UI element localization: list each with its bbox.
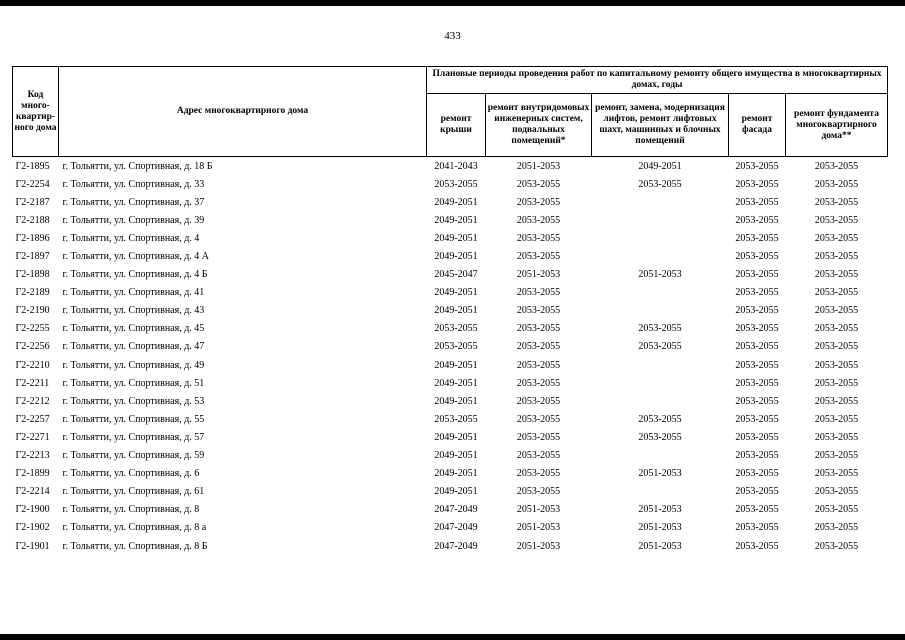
elevators-period-cell: 2051-2053 <box>638 540 682 552</box>
foundation-period-cell: 2053-2055 <box>814 522 859 534</box>
elevators-period-cell: 2051-2053 <box>638 522 682 534</box>
elevators-period-cell <box>592 374 729 392</box>
table-row <box>13 229 888 247</box>
facade-period-cell: 2053-2055 <box>735 214 779 226</box>
engineering-period-cell: 2053-2055 <box>516 486 561 498</box>
facade-period-cell: 2053-2055 <box>735 341 779 353</box>
table-row <box>13 537 888 555</box>
table-row <box>13 302 888 320</box>
roof-period-cell: 2049-2051 <box>434 214 478 226</box>
address-cell: г. Тольятти, ул. Спортивная, д. 8 Б <box>62 540 208 552</box>
code-cell: Г2-2214 <box>15 486 50 498</box>
elevators-period-cell <box>592 193 729 211</box>
foundation-period-cell: 2053-2055 <box>814 377 859 389</box>
table-row <box>13 211 888 229</box>
engineering-period-cell: 2053-2055 <box>516 413 561 425</box>
foundation-period-cell: 2053-2055 <box>814 196 859 208</box>
page-number: 433 <box>444 30 461 42</box>
facade-period-cell: 2053-2055 <box>735 232 779 244</box>
foundation-period-cell: 2053-2055 <box>814 269 859 281</box>
foundation-period-cell: 2053-2055 <box>814 251 859 263</box>
roof-period-cell: 2049-2051 <box>434 251 478 263</box>
table-row <box>13 356 888 374</box>
elevators-period-cell: 2049-2051 <box>638 160 682 172</box>
facade-period-cell: 2053-2055 <box>735 196 779 208</box>
foundation-period-cell: 2053-2055 <box>814 160 859 172</box>
roof-period-cell: 2049-2051 <box>434 359 478 371</box>
roof-period-cell: 2049-2051 <box>434 377 478 389</box>
address-cell: г. Тольятти, ул. Спортивная, д. 39 <box>62 214 205 226</box>
elevators-period-cell: 2053-2055 <box>638 413 682 425</box>
address-cell: г. Тольятти, ул. Спортивная, д. 37 <box>62 196 205 208</box>
header-elevators: ремонт, замена, модернизация лифтов, ремонт лифтовых шахт, машинных и блочных помещений <box>592 94 729 157</box>
elevators-period-cell <box>592 229 729 247</box>
address-cell: г. Тольятти, ул. Спортивная, д. 4 А <box>62 251 210 263</box>
roof-period-cell: 2047-2049 <box>434 504 478 516</box>
facade-period-cell: 2053-2055 <box>735 269 779 281</box>
elevators-period-cell: 2053-2055 <box>638 431 682 443</box>
header-code: Код много-квартир-ного дома <box>13 67 59 157</box>
roof-period-cell: 2049-2051 <box>434 450 478 462</box>
header-facade: ремонт фасада <box>729 94 786 157</box>
engineering-period-cell: 2053-2055 <box>516 395 561 407</box>
code-cell: Г2-1896 <box>15 232 50 244</box>
address-cell: г. Тольятти, ул. Спортивная, д. 49 <box>62 359 205 371</box>
code-cell: Г2-2211 <box>15 377 50 389</box>
code-cell: Г2-2212 <box>15 395 50 407</box>
engineering-period-cell: 2051-2053 <box>516 160 561 172</box>
elevators-period-cell <box>592 392 729 410</box>
code-cell: Г2-1900 <box>15 504 50 516</box>
engineering-period-cell: 2051-2053 <box>516 540 561 552</box>
bottom-border <box>0 634 905 640</box>
facade-period-cell: 2053-2055 <box>735 287 779 299</box>
address-cell: г. Тольятти, ул. Спортивная, д. 41 <box>62 287 205 299</box>
code-cell: Г2-1895 <box>15 160 50 172</box>
engineering-period-cell: 2053-2055 <box>516 431 561 443</box>
roof-period-cell: 2049-2051 <box>434 395 478 407</box>
address-cell: г. Тольятти, ул. Спортивная, д. 4 Б <box>62 269 208 281</box>
facade-period-cell: 2053-2055 <box>735 504 779 516</box>
engineering-period-cell: 2053-2055 <box>516 468 561 480</box>
roof-period-cell: 2049-2051 <box>434 468 478 480</box>
address-cell: г. Тольятти, ул. Спортивная, д. 45 <box>62 323 205 335</box>
facade-period-cell: 2053-2055 <box>735 450 779 462</box>
code-cell: Г2-2254 <box>15 178 50 190</box>
engineering-period-cell: 2053-2055 <box>516 214 561 226</box>
code-cell: Г2-2213 <box>15 450 50 462</box>
header-periods: Плановые периоды проведения работ по капитальному ремонту общего имущества в многоквартирных домах, годы <box>427 67 888 94</box>
facade-period-cell: 2053-2055 <box>735 251 779 263</box>
roof-period-cell: 2053-2055 <box>434 178 478 190</box>
roof-period-cell: 2045-2047 <box>434 269 478 281</box>
elevators-period-cell: 2053-2055 <box>638 178 682 190</box>
table-row <box>13 428 888 446</box>
roof-period-cell: 2041-2043 <box>434 160 478 172</box>
roof-period-cell: 2053-2055 <box>434 323 478 335</box>
address-cell: г. Тольятти, ул. Спортивная, д. 43 <box>62 305 205 317</box>
code-cell: Г2-1897 <box>15 251 50 263</box>
table-row <box>13 266 888 284</box>
elevators-period-cell <box>592 302 729 320</box>
engineering-period-cell: 2051-2053 <box>516 522 561 534</box>
foundation-period-cell: 2053-2055 <box>814 323 859 335</box>
elevators-period-cell <box>592 247 729 265</box>
roof-period-cell: 2053-2055 <box>434 341 478 353</box>
facade-period-cell: 2053-2055 <box>735 377 779 389</box>
table-row <box>13 374 888 392</box>
table-row <box>13 175 888 193</box>
code-cell: Г2-1899 <box>15 468 50 480</box>
foundation-period-cell: 2053-2055 <box>814 305 859 317</box>
roof-period-cell: 2049-2051 <box>434 486 478 498</box>
table-row <box>13 247 888 265</box>
engineering-period-cell: 2053-2055 <box>516 178 561 190</box>
elevators-period-cell <box>592 447 729 465</box>
address-cell: г. Тольятти, ул. Спортивная, д. 55 <box>62 413 205 425</box>
foundation-period-cell: 2053-2055 <box>814 359 859 371</box>
code-cell: Г2-2257 <box>15 413 50 425</box>
code-cell: Г2-1898 <box>15 269 50 281</box>
roof-period-cell: 2047-2049 <box>434 522 478 534</box>
facade-period-cell: 2053-2055 <box>735 486 779 498</box>
header-address: Адрес многоквартирного дома <box>59 67 427 157</box>
facade-period-cell: 2053-2055 <box>735 395 779 407</box>
foundation-period-cell: 2053-2055 <box>814 341 859 353</box>
table-row <box>13 284 888 302</box>
address-cell: г. Тольятти, ул. Спортивная, д. 18 Б <box>62 160 213 172</box>
facade-period-cell: 2053-2055 <box>735 522 779 534</box>
engineering-period-cell: 2051-2053 <box>516 504 561 516</box>
facade-period-cell: 2053-2055 <box>735 305 779 317</box>
code-cell: Г2-2190 <box>15 305 50 317</box>
table-row <box>13 501 888 519</box>
address-cell: г. Тольятти, ул. Спортивная, д. 51 <box>62 377 205 389</box>
header-foundation: ремонт фундамента многоквартирного дома** <box>786 94 888 157</box>
facade-period-cell: 2053-2055 <box>735 359 779 371</box>
repair-schedule-table <box>12 66 888 555</box>
table-row <box>13 157 888 176</box>
table-row <box>13 320 888 338</box>
engineering-period-cell: 2053-2055 <box>516 232 561 244</box>
elevators-period-cell: 2051-2053 <box>638 504 682 516</box>
code-cell: Г2-2271 <box>15 431 50 443</box>
roof-period-cell: 2049-2051 <box>434 196 478 208</box>
roof-period-cell: 2049-2051 <box>434 232 478 244</box>
engineering-period-cell: 2053-2055 <box>516 287 561 299</box>
roof-period-cell: 2049-2051 <box>434 431 478 443</box>
engineering-period-cell: 2053-2055 <box>516 377 561 389</box>
foundation-period-cell: 2053-2055 <box>814 486 859 498</box>
roof-period-cell: 2047-2049 <box>434 540 478 552</box>
roof-period-cell: 2049-2051 <box>434 305 478 317</box>
roof-period-cell: 2049-2051 <box>434 287 478 299</box>
facade-period-cell: 2053-2055 <box>735 160 779 172</box>
table-row <box>13 483 888 501</box>
foundation-period-cell: 2053-2055 <box>814 468 859 480</box>
table-row <box>13 447 888 465</box>
elevators-period-cell <box>592 284 729 302</box>
address-cell: г. Тольятти, ул. Спортивная, д. 6 <box>62 468 200 480</box>
foundation-period-cell: 2053-2055 <box>814 395 859 407</box>
foundation-period-cell: 2053-2055 <box>814 540 859 552</box>
elevators-period-cell: 2053-2055 <box>638 323 682 335</box>
foundation-period-cell: 2053-2055 <box>814 450 859 462</box>
address-cell: г. Тольятти, ул. Спортивная, д. 8 а <box>62 522 207 534</box>
facade-period-cell: 2053-2055 <box>735 178 779 190</box>
address-cell: г. Тольятти, ул. Спортивная, д. 4 <box>62 232 200 244</box>
foundation-period-cell: 2053-2055 <box>814 178 859 190</box>
table-row <box>13 338 888 356</box>
table-body <box>13 157 888 556</box>
address-cell: г. Тольятти, ул. Спортивная, д. 59 <box>62 450 205 462</box>
foundation-period-cell: 2053-2055 <box>814 214 859 226</box>
engineering-period-cell: 2053-2055 <box>516 450 561 462</box>
address-cell: г. Тольятти, ул. Спортивная, д. 57 <box>62 431 205 443</box>
code-cell: Г2-2187 <box>15 196 50 208</box>
foundation-period-cell: 2053-2055 <box>814 232 859 244</box>
address-cell: г. Тольятти, ул. Спортивная, д. 33 <box>62 178 205 190</box>
engineering-period-cell: 2053-2055 <box>516 251 561 263</box>
header-roof: ремонт крыши <box>427 94 486 157</box>
engineering-period-cell: 2053-2055 <box>516 305 561 317</box>
code-cell: Г2-2210 <box>15 359 50 371</box>
engineering-period-cell: 2053-2055 <box>516 359 561 371</box>
address-cell: г. Тольятти, ул. Спортивная, д. 8 <box>62 504 200 516</box>
engineering-period-cell: 2051-2053 <box>516 269 561 281</box>
address-cell: г. Тольятти, ул. Спортивная, д. 47 <box>62 341 205 353</box>
table-row <box>13 519 888 537</box>
table-row <box>13 392 888 410</box>
code-cell: Г2-1902 <box>15 522 50 534</box>
foundation-period-cell: 2053-2055 <box>814 287 859 299</box>
code-cell: Г2-2188 <box>15 214 50 226</box>
code-cell: Г2-1901 <box>15 540 50 552</box>
table-row <box>13 193 888 211</box>
facade-period-cell: 2053-2055 <box>735 540 779 552</box>
facade-period-cell: 2053-2055 <box>735 431 779 443</box>
elevators-period-cell: 2051-2053 <box>638 468 682 480</box>
engineering-period-cell: 2053-2055 <box>516 341 561 353</box>
address-cell: г. Тольятти, ул. Спортивная, д. 53 <box>62 395 205 407</box>
table-row <box>13 410 888 428</box>
engineering-period-cell: 2053-2055 <box>516 196 561 208</box>
code-cell: Г2-2255 <box>15 323 50 335</box>
elevators-period-cell <box>592 211 729 229</box>
engineering-period-cell: 2053-2055 <box>516 323 561 335</box>
elevators-period-cell: 2053-2055 <box>638 341 682 353</box>
code-cell: Г2-2189 <box>15 287 50 299</box>
address-cell: г. Тольятти, ул. Спортивная, д. 61 <box>62 486 205 498</box>
foundation-period-cell: 2053-2055 <box>814 413 859 425</box>
header-engineering: ремонт внутридомовых инженерных систем, подвальных помещений* <box>486 94 592 157</box>
roof-period-cell: 2053-2055 <box>434 413 478 425</box>
foundation-period-cell: 2053-2055 <box>814 504 859 516</box>
facade-period-cell: 2053-2055 <box>735 468 779 480</box>
table-row <box>13 465 888 483</box>
facade-period-cell: 2053-2055 <box>735 323 779 335</box>
top-border <box>0 0 905 6</box>
elevators-period-cell <box>592 483 729 501</box>
elevators-period-cell: 2051-2053 <box>638 269 682 281</box>
elevators-period-cell <box>592 356 729 374</box>
code-cell: Г2-2256 <box>15 341 50 353</box>
foundation-period-cell: 2053-2055 <box>814 431 859 443</box>
facade-period-cell: 2053-2055 <box>735 413 779 425</box>
